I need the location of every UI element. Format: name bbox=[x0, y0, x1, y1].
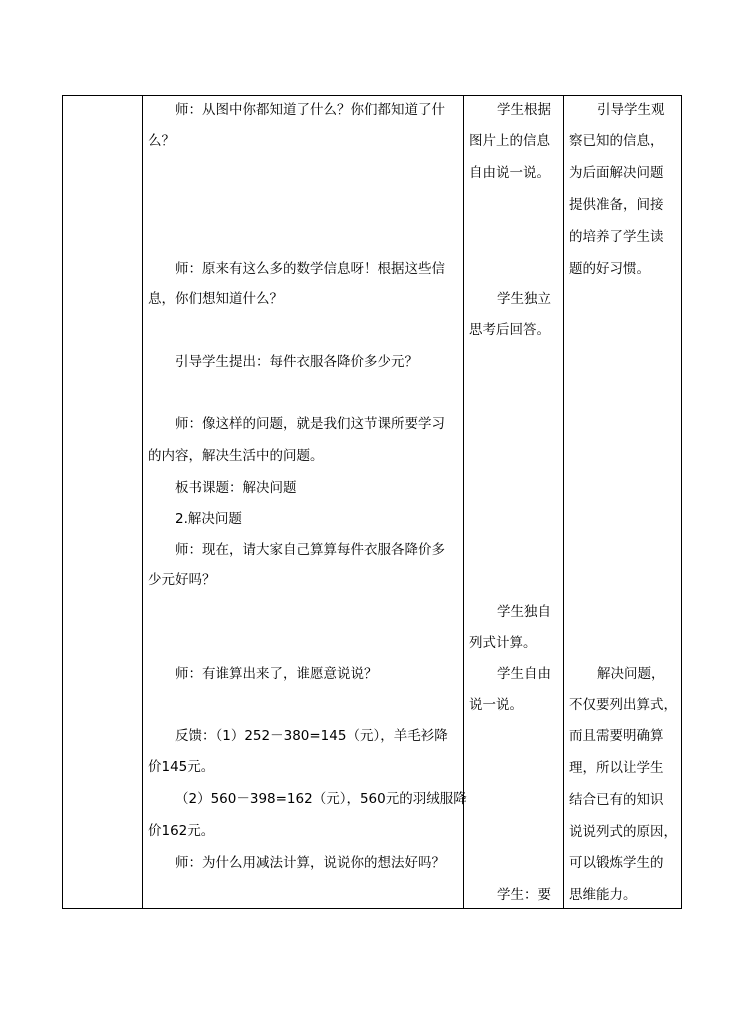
text-line: 学生独自 bbox=[497, 604, 551, 620]
text-line: 师：像这样的问题，就是我们这节课所要学习 bbox=[175, 416, 445, 432]
text-line: 为后面解决问题 bbox=[569, 165, 664, 181]
text-line: 价145元。 bbox=[148, 759, 215, 775]
text-line: 师：有谁算出来了，谁愿意说说？ bbox=[175, 666, 378, 682]
text-line: 引导学生提出：每件衣服各降价多少元？ bbox=[175, 354, 418, 370]
text-line: 师：从图中你都知道了什么？你们都知道了什 bbox=[175, 102, 445, 118]
text-line: 2.解决问题 bbox=[175, 511, 242, 527]
text-line: 学生自由 bbox=[497, 666, 551, 682]
text-line: 学生独立 bbox=[497, 291, 551, 307]
text-line: 结合已有的知识 bbox=[569, 792, 664, 808]
column-divider bbox=[463, 95, 464, 909]
text-line: 少元好吗？ bbox=[148, 572, 216, 588]
text-line: 思维能力。 bbox=[569, 887, 637, 903]
text-line: 说一说。 bbox=[469, 697, 523, 713]
text-line: 自由说一说。 bbox=[469, 165, 550, 181]
text-line: 板书课题：解决问题 bbox=[175, 480, 297, 496]
text-line: 说说列式的原因， bbox=[569, 824, 677, 840]
text-line: 提供准备，间接 bbox=[569, 197, 664, 213]
text-line: 师：为什么用减法计算，说说你的想法好吗？ bbox=[175, 855, 445, 871]
text-line: 而且需要明确算 bbox=[569, 728, 664, 744]
text-line: 题的好习惯。 bbox=[569, 261, 650, 277]
text-line: 的培养了学生读 bbox=[569, 229, 664, 245]
text-line: 息，你们想知道什么？ bbox=[148, 291, 283, 307]
column-divider bbox=[563, 95, 564, 909]
text-line: 的内容，解决生活中的问题。 bbox=[148, 448, 324, 464]
lesson-table bbox=[62, 95, 682, 909]
text-line: 引导学生观 bbox=[597, 102, 665, 118]
text-line: 师：现在，请大家自己算算每件衣服各降价多 bbox=[175, 542, 445, 558]
text-line: 理，所以让学生 bbox=[569, 760, 664, 776]
text-line: 么？ bbox=[148, 133, 175, 149]
text-line: 学生根据 bbox=[497, 102, 551, 118]
text-line: 价162元。 bbox=[148, 823, 215, 839]
text-line: 可以锻炼学生的 bbox=[569, 855, 664, 871]
text-line: 学生：要 bbox=[497, 887, 551, 903]
text-line: 师：原来有这么多的数学信息呀！根据这些信 bbox=[175, 261, 445, 277]
text-line: 不仅要列出算式， bbox=[569, 697, 677, 713]
text-line: （2）560－398=162（元），560元的羽绒服降 bbox=[175, 791, 467, 807]
text-line: 察已知的信息， bbox=[569, 133, 664, 149]
text-line: 思考后回答。 bbox=[469, 322, 550, 338]
text-line: 列式计算。 bbox=[469, 635, 537, 651]
column-divider bbox=[142, 95, 143, 909]
text-line: 反馈：（1）252－380=145（元），羊毛衫降 bbox=[175, 728, 448, 744]
text-line: 图片上的信息 bbox=[469, 133, 550, 149]
text-line: 解决问题， bbox=[597, 666, 665, 682]
